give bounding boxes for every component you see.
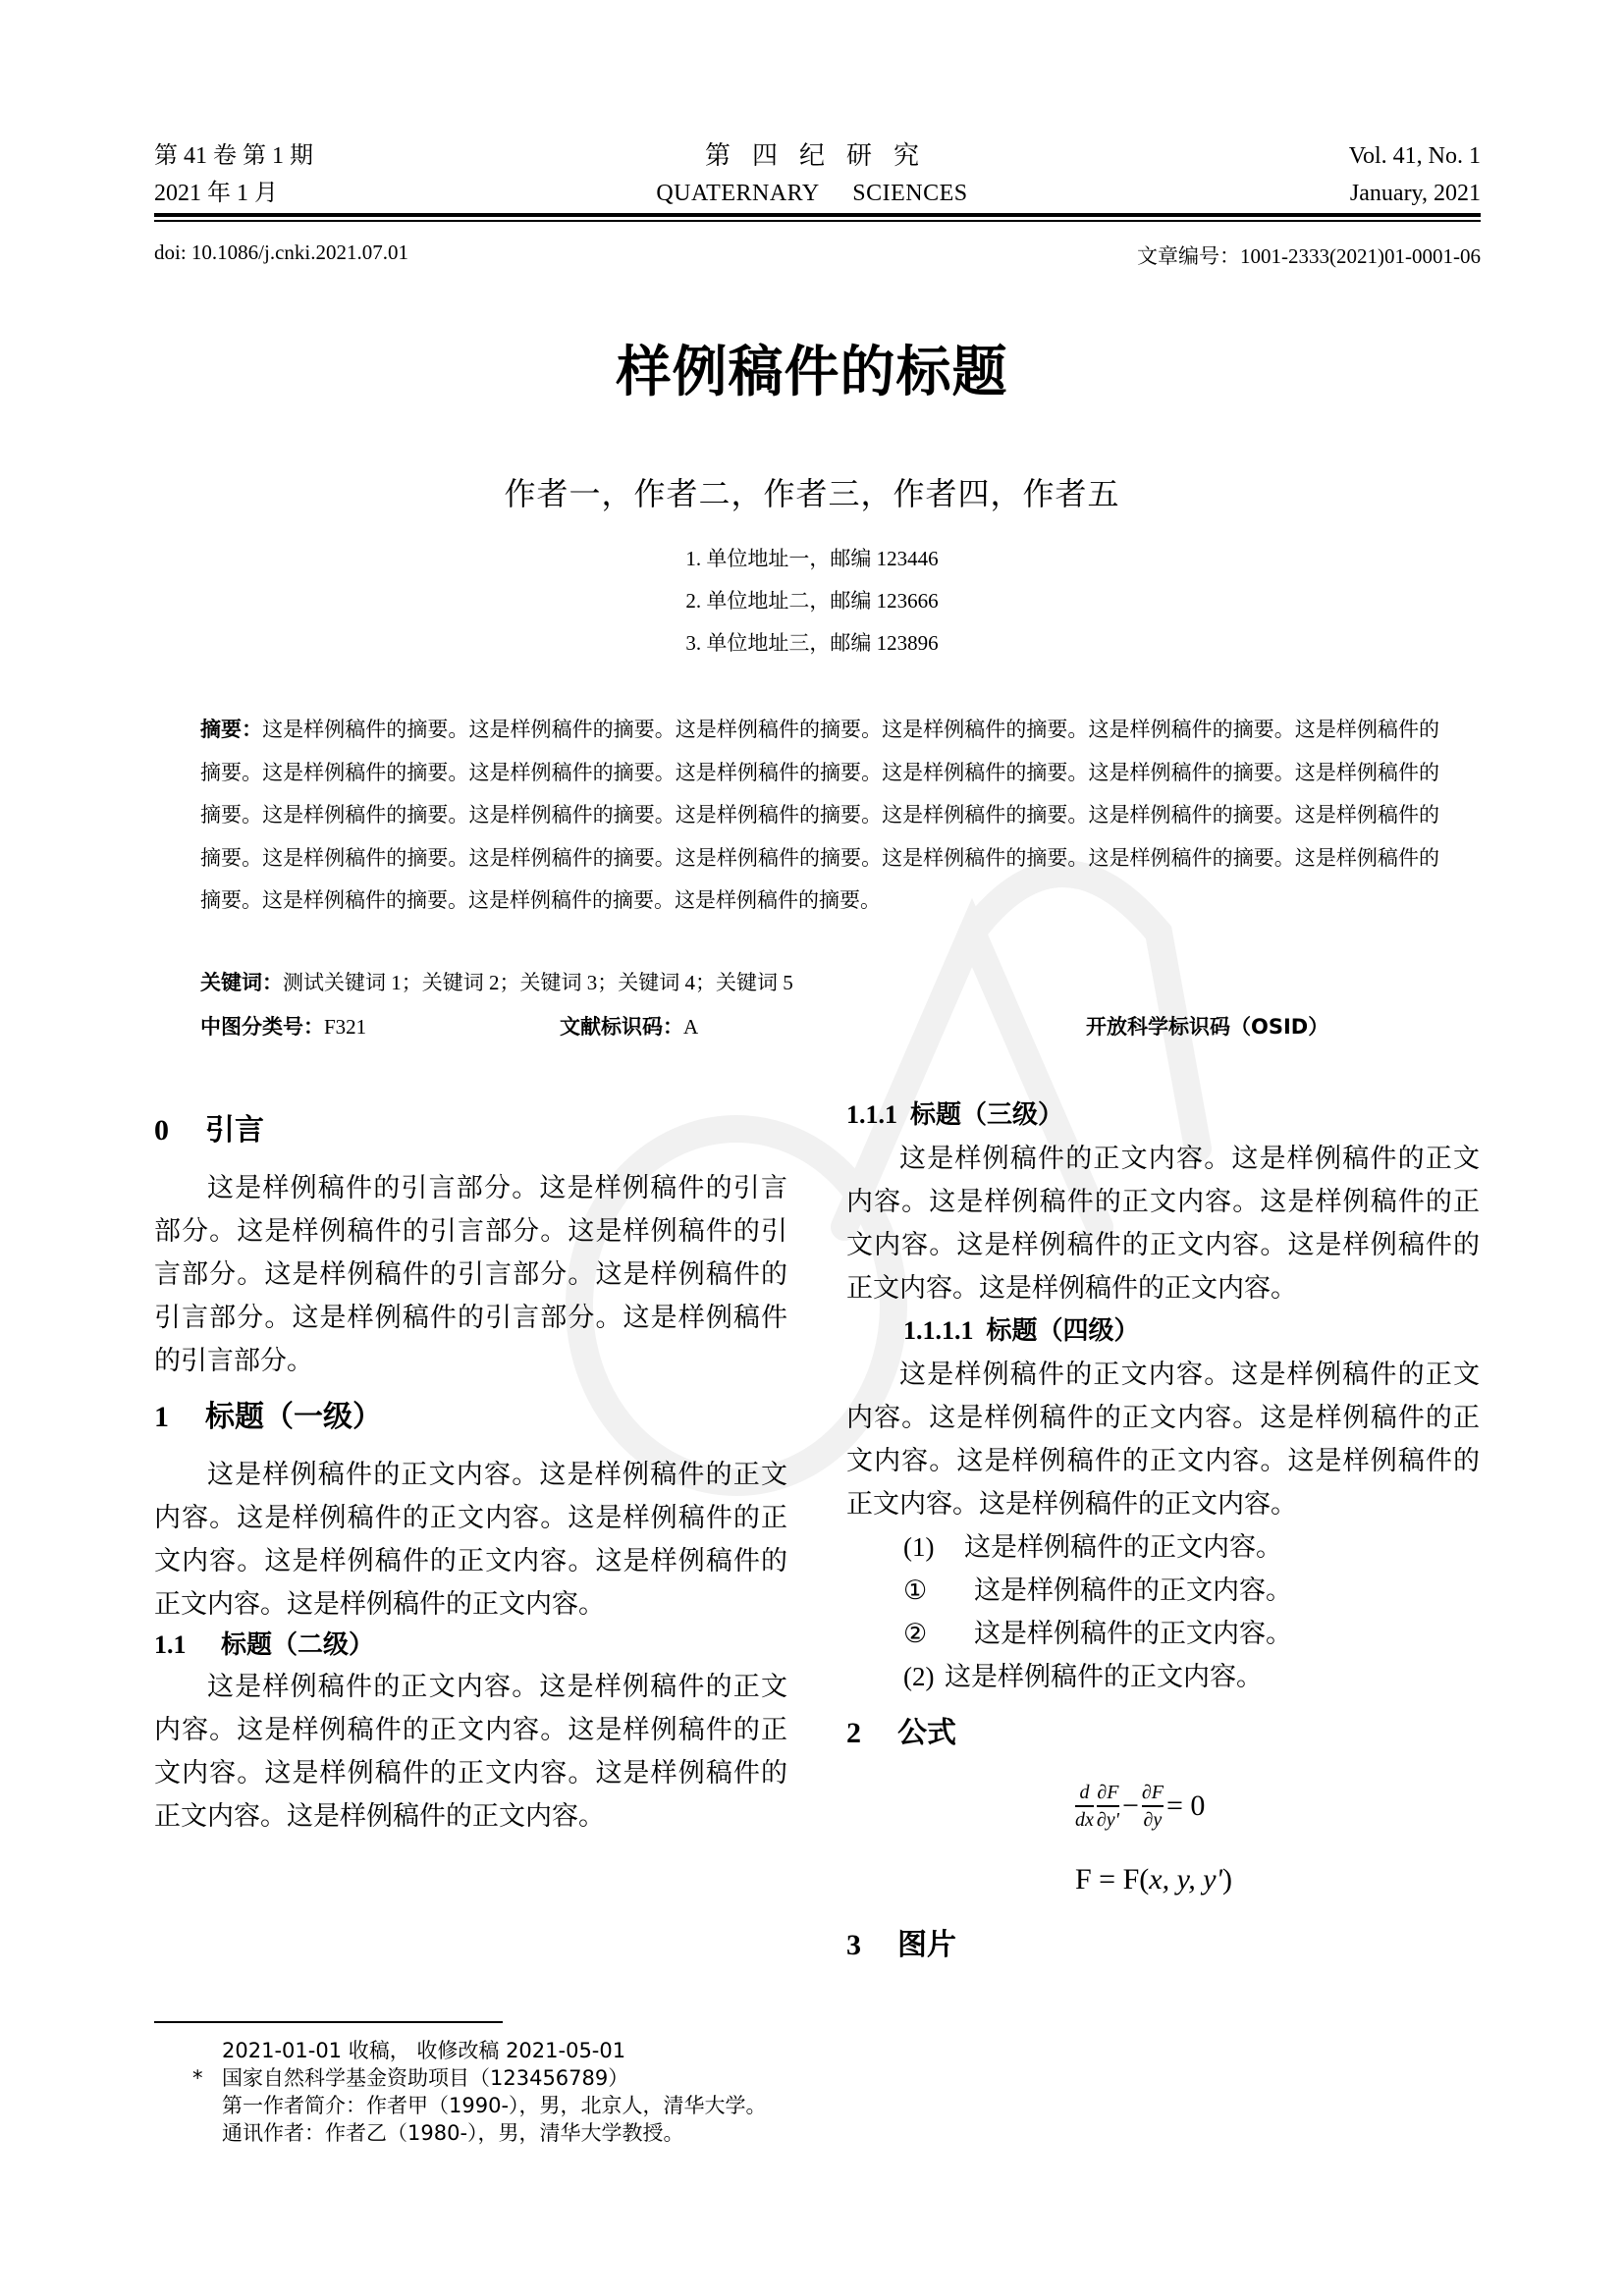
journal-name-cn: 第四纪研究 [704, 141, 941, 170]
keywords-label: 关键词： [200, 971, 283, 994]
list-item [846, 1655, 1480, 1698]
numerator: ∂F [1097, 1782, 1119, 1803]
list-marker: (1) [903, 1532, 935, 1562]
abstract-label: 摘要： [200, 718, 263, 741]
journal-name-en: QUATERNARY SCIENCES [656, 181, 968, 206]
section-1-paragraph: 这是样例稿件的正文内容。这是样例稿件的正文内容。这是样例稿件的正文内容。这是样例稿件的正文内容。这是样例稿件的正文内容。这是样例稿件的正文内容。这是样例稿件的正文内容。 [154, 1460, 787, 1619]
left-column [154, 1109, 787, 1838]
footnotes [187, 2037, 767, 2147]
date-en: January, 2021 [1349, 181, 1481, 206]
list-item [846, 1569, 1480, 1612]
section-number: 0 [154, 1114, 169, 1147]
section-title: 图片 [897, 1928, 956, 1962]
affiliations [0, 538, 1624, 665]
section-title: 标题（一级） [205, 1400, 382, 1434]
section-1-1-paragraph: 这是样例稿件的正文内容。这是样例稿件的正文内容。这是样例稿件的正文内容。这是样例稿件的正文内容。这是样例稿件的正文内容。这是样例稿件的正文内容。这是样例稿件的正文内容。 [154, 1672, 787, 1831]
paper-title: 样例稿件的标题 [616, 341, 1008, 404]
clc-code [200, 1011, 366, 1041]
keywords [200, 967, 793, 996]
document-code-value: A [683, 1015, 699, 1039]
footnote-fund [187, 2064, 767, 2092]
section-number: 2 [846, 1717, 861, 1749]
section-title: 标题（二级） [221, 1630, 375, 1660]
section-number: 1.1 [154, 1630, 187, 1659]
author-list: 作者一，作者二，作者三，作者四，作者五 [504, 476, 1120, 511]
article-number-value: 1001-2333(2021)01-0001-06 [1240, 244, 1481, 268]
footnote-first-author: 第一作者简介：作者甲（1990-），男，北京人，清华大学。 [222, 2094, 767, 2117]
equation-euler-lagrange [1075, 1782, 1205, 1831]
denominator: dx [1075, 1809, 1094, 1831]
document-code-label: 文献标识码： [560, 1015, 683, 1039]
equation-functional [1075, 1863, 1232, 1896]
intro-paragraph: 这是样例稿件的引言部分。这是样例稿件的引言部分。这是样例稿件的引言部分。这是样例稿件的引言部分。这是样例稿件的引言部分。这是样例稿件的引言部分。这是样例稿件的引言部分。这是样例稿件的引言部分。 [154, 1173, 787, 1375]
doi: doi: 10.1086/j.cnki.2021.07.01 [154, 240, 408, 264]
fraction [1142, 1782, 1164, 1831]
footnote-rule [154, 2021, 503, 2023]
article-number [1137, 240, 1481, 270]
denominator: ∂y [1143, 1809, 1163, 1831]
volume-issue-en: Vol. 41, No. 1 [1348, 143, 1481, 169]
fund-text: 国家自然科学基金资助项目（123456789） [222, 2066, 629, 2090]
list-text: 这是样例稿件的正文内容。 [974, 1619, 1292, 1648]
abstract-text: 这是样例稿件的摘要。这是样例稿件的摘要。这是样例稿件的摘要。这是样例稿件的摘要。这是样例稿件的摘要。这是样例稿件的摘要。这是样例稿件的摘要。这是样例稿件的摘要。这是样例稿件的摘要。这是样例稿件的摘要。这是样例稿件的摘要。这是样例稿件的摘要。这是样例稿件的摘要。这是样例稿件的摘要。这是样例稿件的摘要。这是样例稿件的摘要。这是样例稿件的摘要。这是样例稿件的摘要。这是样例稿件的摘要。这是样例稿件的摘要。这是样例稿件的摘要。这是样例稿件的摘要。这是样例稿件的摘要。这是样例稿件的摘要。这是样例稿件的摘要。这是样例稿件的摘要。这是样例稿件的摘要。 [200, 718, 1440, 913]
keywords-text: 测试关键词 1；关键词 2；关键词 3；关键词 4；关键词 5 [283, 971, 793, 994]
section-heading-intro [154, 1109, 787, 1152]
list-item [846, 1612, 1480, 1655]
section-heading-1 [154, 1396, 787, 1439]
article-number-label: 文章编号： [1137, 244, 1241, 268]
right-column [846, 1094, 1480, 1755]
abstract [200, 709, 1439, 923]
section-heading-2 [846, 1712, 1480, 1755]
osid-label: 开放科学标识码（OSID） [1086, 1015, 1329, 1039]
volume-issue-cn: 第 41 卷 第 1 期 [154, 143, 313, 169]
minus-sign: − [1121, 1789, 1139, 1822]
numerator: d [1079, 1782, 1090, 1803]
document-code [560, 1011, 698, 1041]
equation-lhs: F = F( [1075, 1863, 1150, 1896]
section-heading-1-1 [154, 1626, 787, 1665]
affiliation-item: 2. 单位地址二，邮编 123666 [685, 589, 939, 613]
equation-rhs: = 0 [1165, 1789, 1206, 1822]
date-cn: 2021 年 1 月 [154, 181, 278, 206]
list-text: 这是样例稿件的正文内容。 [945, 1662, 1263, 1691]
header-left [154, 137, 313, 212]
section-heading-1-1-1-1: 1.1.1.1 标题（四级） [903, 1316, 1140, 1345]
asterisk-marker: * [192, 2066, 203, 2090]
section-1-1-1-paragraph: 这是样例稿件的正文内容。这是样例稿件的正文内容。这是样例稿件的正文内容。这是样例稿件的正文内容。这是样例稿件的正文内容。这是样例稿件的正文内容。这是样例稿件的正文内容。 [846, 1144, 1480, 1303]
fraction [1097, 1782, 1119, 1831]
section-number: 1 [154, 1401, 169, 1433]
section-heading-1-1-1: 1.1.1 标题（三级） [846, 1100, 1064, 1129]
numerator: ∂F [1141, 1782, 1164, 1803]
list-marker: (2) [903, 1662, 935, 1691]
affiliation-item: 1. 单位地址一，邮编 123446 [685, 547, 939, 570]
section-1-1-1-1-paragraph: 这是样例稿件的正文内容。这是样例稿件的正文内容。这是样例稿件的正文内容。这是样例稿件的正文内容。这是样例稿件的正文内容。这是样例稿件的正文内容。这是样例稿件的正文内容。 [846, 1360, 1480, 1519]
footnote-corresponding-author: 通讯作者：作者乙（1980-），男，清华大学教授。 [222, 2121, 684, 2145]
header-rule-thin [154, 220, 1481, 222]
section-heading-3 [846, 1920, 956, 1963]
footnote-received: 2021-01-01 收稿， 收修改稿 2021-05-01 [222, 2039, 626, 2062]
section-title: 公式 [897, 1716, 956, 1750]
header-rule-thick [154, 213, 1481, 217]
equation-close: ) [1222, 1863, 1232, 1896]
affiliation-item: 3. 单位地址三，邮编 123896 [685, 631, 939, 655]
section-title: 引言 [205, 1113, 264, 1148]
denominator: ∂y' [1096, 1809, 1119, 1831]
list-marker: ② [903, 1619, 928, 1648]
section-number: 3 [846, 1929, 861, 1961]
list-text: 这是样例稿件的正文内容。 [974, 1575, 1292, 1605]
header-right [1349, 137, 1481, 212]
list-marker: ① [903, 1575, 928, 1605]
clc-label: 中图分类号： [200, 1015, 324, 1039]
list-item [846, 1525, 1480, 1569]
clc-value: F321 [324, 1015, 367, 1039]
header-journal [530, 137, 1094, 212]
equation-args: x, y, y' [1149, 1863, 1222, 1896]
fraction [1075, 1782, 1094, 1831]
list-text: 这是样例稿件的正文内容。 [964, 1532, 1282, 1562]
